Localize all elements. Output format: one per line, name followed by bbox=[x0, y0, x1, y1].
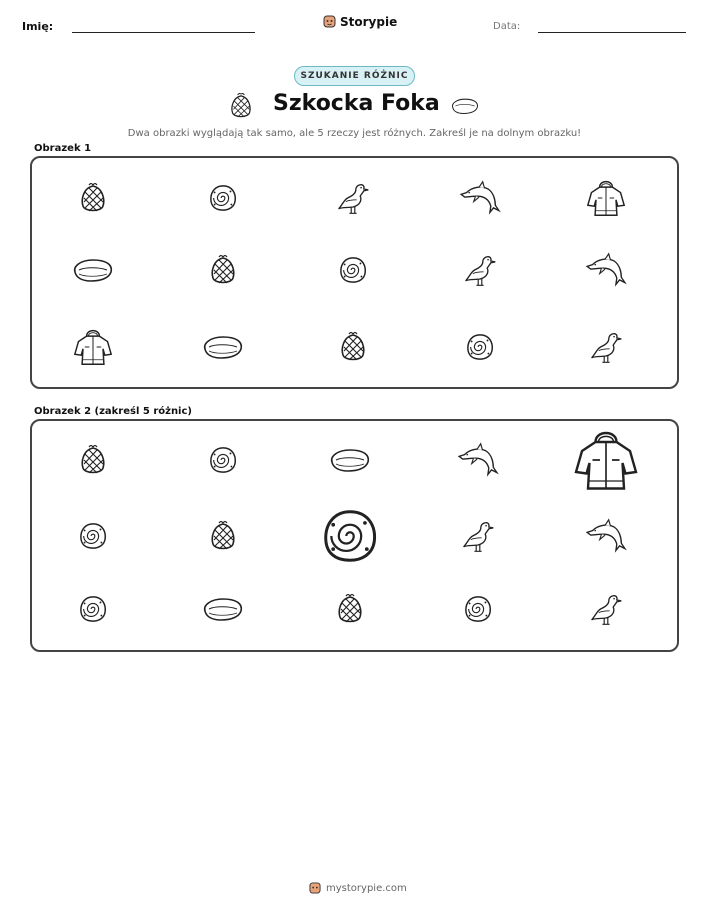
dolphin-icon bbox=[456, 442, 500, 478]
net-bag-icon bbox=[210, 254, 236, 286]
picture1-item bbox=[335, 180, 371, 216]
picture1-item bbox=[71, 256, 115, 284]
rock-icon bbox=[71, 256, 115, 284]
page-title: Szkocka Foka bbox=[273, 91, 440, 116]
shell-icon bbox=[466, 333, 494, 361]
brand-logo bbox=[323, 14, 397, 29]
seagull-icon bbox=[460, 518, 496, 554]
picture2-item[interactable] bbox=[201, 595, 245, 623]
seagull-icon bbox=[462, 252, 498, 288]
picture2-item[interactable] bbox=[584, 518, 628, 554]
title-net-bag-icon bbox=[230, 92, 252, 120]
net-bag-icon bbox=[80, 182, 106, 214]
raincoat-icon bbox=[573, 427, 639, 493]
net-bag-icon bbox=[80, 444, 106, 476]
name-line[interactable] bbox=[72, 32, 255, 33]
shell-icon bbox=[79, 522, 107, 550]
picture2-item[interactable] bbox=[337, 593, 363, 625]
name-label: Imię: bbox=[22, 20, 54, 33]
shell-icon bbox=[209, 184, 237, 212]
seagull-icon bbox=[335, 180, 371, 216]
picture1-item bbox=[340, 331, 366, 363]
picture1-item bbox=[209, 184, 237, 212]
seagull-icon bbox=[588, 591, 624, 627]
dolphin-icon bbox=[584, 518, 628, 554]
dolphin-icon bbox=[458, 180, 502, 216]
picture2-item[interactable] bbox=[328, 446, 372, 474]
rock-icon bbox=[201, 595, 245, 623]
picture1-item bbox=[80, 182, 106, 214]
date-line[interactable] bbox=[538, 32, 686, 33]
picture1-item bbox=[210, 254, 236, 286]
rock-icon bbox=[201, 333, 245, 361]
storypie-mascot-icon bbox=[309, 881, 321, 895]
net-bag-icon bbox=[337, 593, 363, 625]
activity-badge: SZUKANIE RÓŻNIC bbox=[294, 66, 415, 86]
brand-name: Storypie bbox=[340, 14, 398, 29]
picture2-item[interactable] bbox=[79, 595, 107, 623]
date-label: Data: bbox=[493, 21, 521, 32]
picture1-item bbox=[466, 333, 494, 361]
picture1-item bbox=[73, 327, 113, 367]
picture2-item[interactable] bbox=[209, 446, 237, 474]
picture2-item[interactable] bbox=[573, 427, 639, 493]
picture1-item bbox=[201, 333, 245, 361]
picture2-label: Obrazek 2 (zakreśl 5 różnic) bbox=[34, 406, 192, 417]
picture1-item bbox=[584, 252, 628, 288]
picture2-item[interactable] bbox=[588, 591, 624, 627]
shell-icon bbox=[209, 446, 237, 474]
storypie-mascot-icon bbox=[323, 14, 336, 29]
picture2-item[interactable] bbox=[79, 522, 107, 550]
seagull-icon bbox=[588, 329, 624, 365]
picture1-item bbox=[586, 178, 626, 218]
picture2-item[interactable] bbox=[464, 595, 492, 623]
shell-icon bbox=[339, 256, 367, 284]
picture2-item[interactable] bbox=[456, 442, 500, 478]
instructions: Dwa obrazki wyglądają tak samo, ale 5 rzeczy jest różnych. Zakreśl je na dolnym obrazku! bbox=[127, 128, 582, 139]
picture1-item bbox=[462, 252, 498, 288]
picture2-item[interactable] bbox=[80, 444, 106, 476]
picture1-item bbox=[458, 180, 502, 216]
footer bbox=[309, 881, 407, 895]
picture2-item[interactable] bbox=[210, 520, 236, 552]
shell-icon bbox=[79, 595, 107, 623]
title-rock-icon bbox=[450, 96, 480, 116]
picture1-label: Obrazek 1 bbox=[34, 143, 92, 154]
footer-url[interactable]: mystorypie.com bbox=[326, 882, 407, 894]
picture2-item[interactable] bbox=[322, 508, 378, 564]
raincoat-icon bbox=[73, 327, 113, 367]
picture2-item[interactable] bbox=[460, 518, 496, 554]
picture1-item bbox=[339, 256, 367, 284]
shell-icon bbox=[322, 508, 378, 564]
raincoat-icon bbox=[586, 178, 626, 218]
net-bag-icon bbox=[340, 331, 366, 363]
shell-icon bbox=[464, 595, 492, 623]
rock-icon bbox=[328, 446, 372, 474]
net-bag-icon bbox=[210, 520, 236, 552]
picture1-item bbox=[588, 329, 624, 365]
dolphin-icon bbox=[584, 252, 628, 288]
